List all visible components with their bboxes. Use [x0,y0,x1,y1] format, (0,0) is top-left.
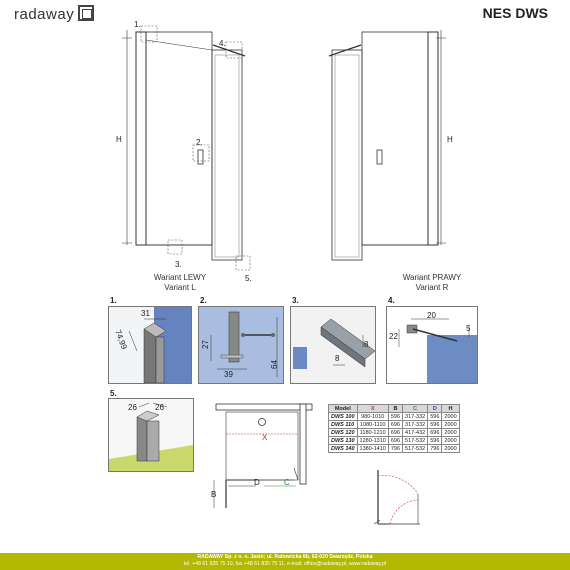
floor-plan [206,398,322,548]
left-variant-drawing [122,26,250,270]
spec-header-b: B [388,405,402,413]
detail-2-panel [198,306,284,384]
callout-1: 1. [134,20,141,29]
brand-logo-text: radaway [14,6,75,23]
spec-table-header-row [329,405,460,413]
plan-x-label: X [262,433,268,442]
spec-header-model: Model [329,405,358,413]
detail-3-number: 3. [292,296,299,305]
table-row: DWS 140 1380-1410 796 517-532 796 2000 [329,445,460,453]
detail-5-width-a: 26 [128,403,137,412]
right-variant-drawing [329,30,446,260]
variant-right-label: Wariant PRAWY Variant R [402,273,462,292]
spec-header-x: X [357,405,388,413]
detail-5-number: 5. [110,389,117,398]
detail-2-height: 27 [200,340,210,349]
plan-b-label: B [211,490,217,499]
plan-c-label: C [284,478,290,487]
table-row: DWS 130 1280-1310 696 517-532 596 2000 [329,437,460,445]
detail-4-width: 20 [427,311,436,320]
table-row: DWS 110 1080-1110 696 317-332 596 2000 [329,421,460,429]
detail-4-offset: 5 [466,324,471,333]
detail-4-number: 4. [388,296,395,305]
detail-4-height: 22 [389,332,398,341]
footer-contact: tel. +48 61 835 75 10, fax +48 61 835 75 11, e-mail: office@radaway.pl, www.radaway.pl [183,561,387,567]
spec-header-c: C [403,405,428,413]
height-label-left: H [116,135,122,144]
detail-3-width: 8 [335,354,340,363]
detail-2-width: 39 [224,370,233,379]
callout-3: 3. [175,260,182,269]
footer-address: RADAWAY Sp. z o. o. Jasin; ul. Rabowicka 6b, 62-020 Swarzędz, Polska [197,554,373,560]
plan-d-label: D [254,478,260,487]
table-row: DWS 120 1180-1210 696 417-432 696 2000 [329,429,460,437]
detail-1-number: 1. [110,296,117,305]
detail-2-total: 64 [269,360,279,369]
detail-5-panel [108,398,194,472]
callout-2: 2. [196,138,203,147]
height-label-right: H [447,135,453,144]
table-row: DWS 100 980-1010 596 317-332 596 2000 [329,413,460,421]
detail-1-depth: 74,99 [113,328,129,351]
spec-header-d: D [428,405,442,413]
door-swing-diagram [350,460,440,540]
detail-5-width-b: 26 [155,403,164,412]
variant-left-label: Wariant LEWY Variant L [153,273,207,292]
callout-5: 5. [245,274,252,283]
spec-table [328,404,460,453]
detail-2-number: 2. [200,296,207,305]
callout-4: 4. [219,39,226,48]
detail-3-height: 8 [364,340,369,349]
product-title: NES DWS [482,5,548,21]
detail-1-width: 31 [141,309,150,318]
spec-header-h: H [442,405,459,413]
